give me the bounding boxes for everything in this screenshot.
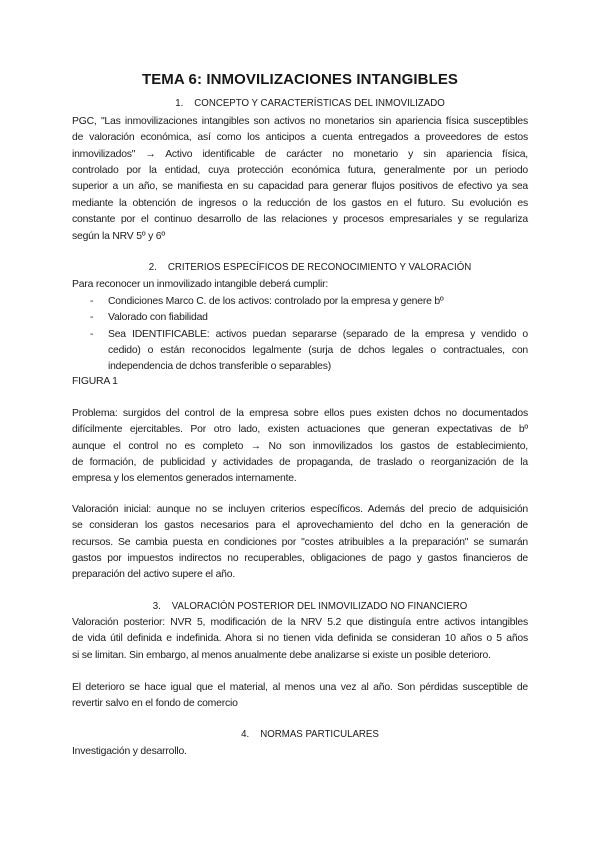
section-heading-text: CRITERIOS ESPECÍFICOS DE RECONOCIMIENTO Y VALORACIÓN xyxy=(167,261,472,273)
requirements-list xyxy=(72,294,528,376)
text-line: de valoración económica, así como los anticipos a cuenta entregados a proveedores de estos xyxy=(72,132,528,144)
list-bullet: - xyxy=(90,328,94,340)
list-bullet: - xyxy=(90,295,94,307)
text-line: Valoración posterior: NVR 5, modificación de la NRV 5.2 que distinguía entre activos intangibles xyxy=(72,616,528,628)
text-line: superior a un año, se manifiesta en su capacidad para generar flujos positivos de efectivo ya sea xyxy=(72,181,528,193)
text-line: mediante la obtención de ingresos o la reducción de los gastos en el futuro. Su evolución es xyxy=(72,197,528,209)
section-heading-4 xyxy=(92,727,528,743)
subsequent-valuation-paragraph xyxy=(72,615,528,664)
requirements-intro: Para reconocer un inmovilizado intangible deberá cumplir: xyxy=(72,278,329,290)
text-line: Valorado con fiabilidad xyxy=(108,312,208,324)
list-bullet: - xyxy=(90,312,94,324)
text-line: gastos por impuestos indirectos no recuperables, obligaciones de pago y gastos financieros de xyxy=(72,553,528,565)
initial-valuation-paragraph xyxy=(72,502,528,584)
text-line: si se limitan. Sin embargo, al menos anualmente debe analizarse si existe un posible deterioro. xyxy=(72,649,491,661)
text-line: constante por el continuo desarrollo de las relaciones y procesos empresariales y se regulariza xyxy=(72,214,528,226)
list-item-text xyxy=(108,327,528,376)
text-line: Valoración inicial: aunque no se incluyen criterios específicos. Además del precio de adquisición xyxy=(72,503,528,515)
text-line: difícilmente ejercitables. Por otro lado, existen actuaciones que generan expectativas de bº xyxy=(72,424,528,436)
section-heading-1 xyxy=(92,96,528,112)
text-line: Condiciones Marco C. de los activos: controlado por la empresa y genere bº xyxy=(108,295,444,307)
section-number: 3. xyxy=(152,600,161,612)
text-line: según la NRV 5º y 6º xyxy=(72,230,165,242)
problem-paragraph xyxy=(72,406,528,488)
text-line: PGC, "Las inmovilizaciones intangibles son activos no monetarios sin apariencia física susceptibles xyxy=(72,115,528,127)
text-line: recursos. Se cambia puesta en condiciones por "costes atribuibles a la preparación" se sumarán xyxy=(72,536,528,548)
list-item-text xyxy=(108,294,528,310)
text-line: cedido) o están reconocidos legalmente (surja de dchos legales o contractuales, con xyxy=(108,345,528,357)
impairment-paragraph xyxy=(72,680,528,713)
section-heading-2 xyxy=(92,260,528,276)
list-item xyxy=(72,327,528,376)
definition-paragraph xyxy=(72,114,528,245)
text-line: empresa y los elementos generados internamente. xyxy=(72,473,297,485)
text-line: Sea IDENTIFICABLE: activos puedan separarse (separado de la empresa y vendido o xyxy=(108,328,528,340)
text-line: revertir salvo en el fondo de comercio xyxy=(72,698,238,710)
text-line: Problema: surgidos del control de la empresa sobre ellos pues existen dchos no documentados xyxy=(72,407,528,419)
text-line: aunque el control no es completo → No son inmovilizados los gastos de establecimiento, xyxy=(72,440,528,452)
section-number: 1. xyxy=(175,97,184,109)
text-line: inmovilizados" → Activo identificable de carácter no monetario y sin apariencia física, xyxy=(72,148,528,160)
figure-label: FIGURA 1 xyxy=(72,376,118,388)
section-heading-3 xyxy=(92,599,528,615)
section-heading-text: NORMAS PARTICULARES xyxy=(260,728,379,740)
text-line: controlado por la entidad, cuya protección económica futura, generalmente por un periodo xyxy=(72,165,528,177)
text-line: de vida útil definida e indefinida. Ahora si no tienen vida definida se consideran 10 años o 5 años xyxy=(72,633,528,645)
section-heading-text: CONCEPTO Y CARACTERÍSTICAS DEL INMOVILIZADO xyxy=(194,97,445,109)
text-line: independencia de dchos transferible o separables) xyxy=(108,361,331,373)
section-heading-text: VALORACIÓN POSTERIOR DEL INMOVILIZADO NO FINANCIERO xyxy=(171,600,468,612)
list-item xyxy=(72,310,528,326)
list-item-text xyxy=(108,310,528,326)
list-item xyxy=(72,294,528,310)
text-line: de formación, de publicidad y actividades de propaganda, de traslado o reorganización de la xyxy=(72,457,528,469)
research-development-item: Investigación y desarrollo. xyxy=(72,745,187,757)
text-line: El deterioro se hace igual que el material, al menos una vez al año. Son pérdidas susceptible de xyxy=(72,681,528,693)
section-number: 4. xyxy=(241,728,250,740)
section-number: 2. xyxy=(148,261,157,273)
page-title: TEMA 6: INMOVILIZACIONES INTANGIBLES xyxy=(141,71,459,88)
text-line: se consideran los gastos necesarios para el aprovechamiento del dcho en la generación de xyxy=(72,520,528,532)
text-line: preparación del activo supere el año. xyxy=(72,569,236,581)
